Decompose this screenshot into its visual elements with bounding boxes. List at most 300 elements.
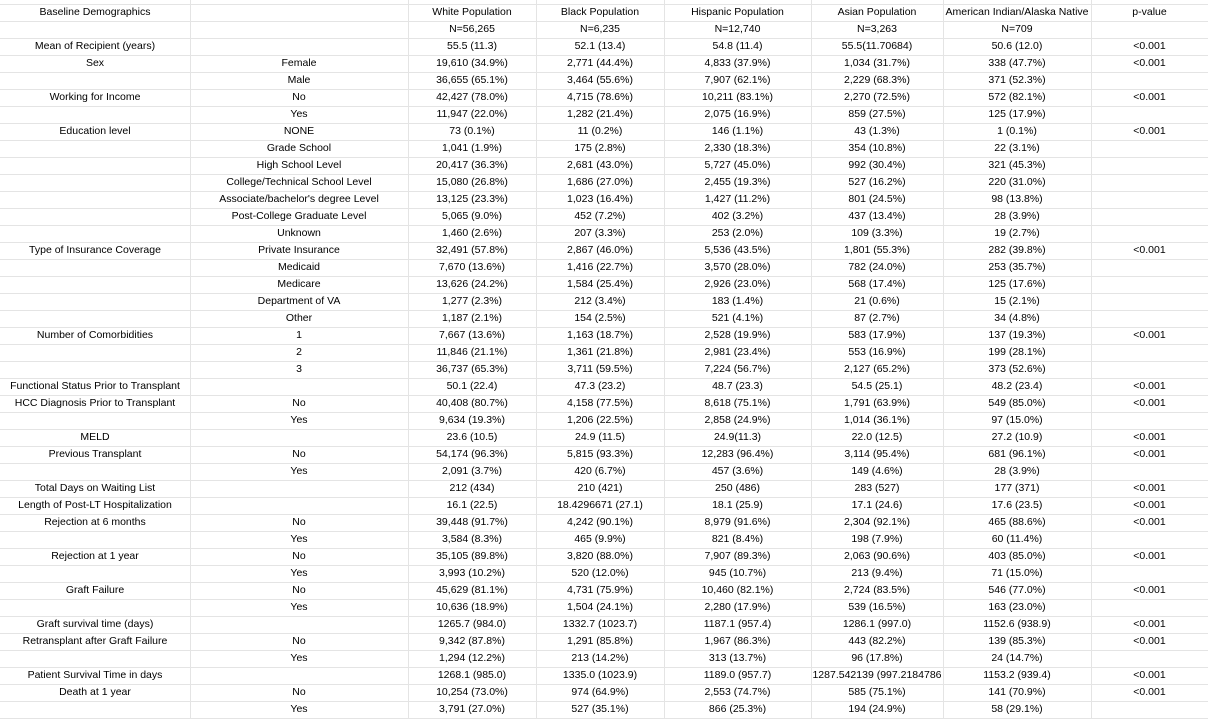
black-cell[interactable]: 527 (35.1%) (571, 703, 629, 715)
aian-cell[interactable]: 50.6 (12.0) (991, 40, 1043, 52)
pvalue-cell[interactable]: <0.001 (1133, 329, 1166, 341)
aian-cell[interactable]: 403 (85.0%) (988, 550, 1046, 562)
aian-cell[interactable]: 177 (371) (994, 482, 1040, 494)
aian-cell[interactable]: 125 (17.9%) (988, 108, 1046, 120)
row-sublabel[interactable]: Grade School (266, 142, 332, 154)
row-sublabel[interactable]: 2 (296, 346, 302, 358)
row-sublabel[interactable]: 1 (296, 329, 302, 341)
hispanic-cell[interactable]: 821 (8.4%) (711, 533, 764, 545)
row-sublabel[interactable]: Yes (290, 533, 308, 545)
aian-cell[interactable]: 28 (3.9%) (994, 465, 1040, 477)
white-cell[interactable]: 13,626 (24.2%) (436, 278, 508, 290)
hispanic-cell[interactable]: 7,907 (89.3%) (704, 550, 771, 562)
aian-cell[interactable]: 97 (15.0%) (991, 414, 1043, 426)
row-label[interactable]: Graft survival time (days) (36, 618, 154, 630)
aian-cell[interactable]: 1 (0.1%) (997, 125, 1037, 137)
row-sublabel[interactable]: No (292, 686, 306, 698)
asian-cell[interactable]: 149 (4.6%) (851, 465, 903, 477)
n-aian[interactable]: N=709 (1001, 23, 1033, 35)
black-cell[interactable]: 4,715 (78.6%) (567, 91, 633, 103)
aian-cell[interactable]: 1152.6 (938.9) (983, 618, 1051, 630)
white-cell[interactable]: 20,417 (36.3%) (436, 159, 508, 171)
pvalue-cell[interactable] (1091, 208, 1208, 225)
black-cell[interactable]: 1,023 (16.4%) (567, 193, 633, 205)
aian-cell[interactable]: 549 (85.0%) (988, 397, 1046, 409)
black-cell[interactable]: 1,584 (25.4%) (567, 278, 633, 290)
hispanic-cell[interactable]: 7,224 (56.7%) (704, 363, 771, 375)
black-cell[interactable]: 52.1 (13.4) (574, 40, 626, 52)
white-cell[interactable]: 54,174 (96.3%) (436, 448, 508, 460)
row-sublabel[interactable]: NONE (283, 125, 315, 137)
n-label[interactable] (0, 21, 190, 38)
row-label[interactable] (0, 412, 190, 429)
pvalue-cell[interactable]: <0.001 (1133, 516, 1166, 528)
row-label[interactable]: Mean of Recipient (years) (34, 40, 156, 52)
hispanic-cell[interactable]: 866 (25.3%) (708, 703, 767, 715)
row-label[interactable]: Type of Insurance Coverage (29, 244, 161, 256)
row-label[interactable] (0, 701, 190, 718)
asian-cell[interactable]: 194 (24.9%) (848, 703, 906, 715)
hispanic-cell[interactable]: 2,858 (24.9%) (704, 414, 771, 426)
aian-cell[interactable]: 71 (15.0%) (991, 567, 1043, 579)
black-cell[interactable]: 2,771 (44.4%) (567, 57, 633, 69)
row-label[interactable]: Total Days on Waiting List (34, 482, 156, 494)
pvalue-cell[interactable]: <0.001 (1133, 57, 1166, 69)
hispanic-cell[interactable]: 4,833 (37.9%) (704, 57, 771, 69)
aian-cell[interactable]: 321 (45.3%) (988, 159, 1046, 171)
asian-cell[interactable]: 55.5(11.70684) (841, 40, 913, 52)
row-label[interactable] (0, 225, 190, 242)
hispanic-cell[interactable]: 5,727 (45.0%) (704, 159, 771, 171)
black-cell[interactable]: 1,163 (18.7%) (567, 329, 633, 341)
row-sublabel[interactable]: Yes (290, 567, 308, 579)
black-cell[interactable]: 974 (64.9%) (571, 686, 629, 698)
row-sublabel[interactable] (190, 497, 408, 514)
hispanic-cell[interactable]: 48.7 (23.3) (712, 380, 763, 392)
white-cell[interactable]: 1,294 (12.2%) (439, 652, 505, 664)
n-hispanic[interactable]: N=12,740 (714, 23, 761, 35)
asian-cell[interactable]: 859 (27.5%) (848, 108, 906, 120)
hispanic-cell[interactable]: 183 (1.4%) (711, 295, 764, 307)
aian-cell[interactable]: 371 (52.3%) (988, 74, 1046, 86)
row-sublabel[interactable] (190, 616, 408, 633)
black-cell[interactable]: 1,416 (22.7%) (567, 261, 633, 273)
black-cell[interactable]: 5,815 (93.3%) (567, 448, 633, 460)
row-sublabel[interactable]: No (292, 397, 306, 409)
black-cell[interactable]: 3,820 (88.0%) (567, 550, 633, 562)
pvalue-cell[interactable] (1091, 701, 1208, 718)
aian-cell[interactable]: 139 (85.3%) (988, 635, 1046, 647)
black-cell[interactable]: 1335.0 (1023.9) (562, 669, 638, 681)
aian-cell[interactable]: 141 (70.9%) (988, 686, 1046, 698)
pvalue-cell[interactable] (1091, 276, 1208, 293)
row-label[interactable]: HCC Diagnosis Prior to Transplant (14, 397, 176, 409)
row-label[interactable]: Rejection at 6 months (44, 516, 146, 528)
hispanic-cell[interactable]: 5,536 (43.5%) (704, 244, 771, 256)
black-cell[interactable]: 2,867 (46.0%) (567, 244, 633, 256)
row-sublabel[interactable]: No (292, 635, 306, 647)
row-sublabel[interactable] (190, 38, 408, 55)
aian-cell[interactable]: 22 (3.1%) (994, 142, 1040, 154)
row-sublabel[interactable]: Unknown (277, 227, 321, 239)
hispanic-cell[interactable]: 2,330 (18.3%) (704, 142, 771, 154)
pvalue-cell[interactable] (1091, 531, 1208, 548)
pvalue-cell[interactable]: <0.001 (1133, 244, 1166, 256)
black-cell[interactable]: 2,681 (43.0%) (567, 159, 633, 171)
aian-cell[interactable]: 125 (17.6%) (988, 278, 1046, 290)
row-sublabel[interactable]: No (292, 516, 306, 528)
hispanic-cell[interactable]: 18.1 (25.9) (712, 499, 763, 511)
asian-cell[interactable]: 2,229 (68.3%) (844, 74, 910, 86)
row-sublabel[interactable]: Yes (290, 108, 308, 120)
aian-cell[interactable]: 681 (96.1%) (988, 448, 1046, 460)
asian-cell[interactable]: 354 (10.8%) (848, 142, 906, 154)
black-cell[interactable]: 175 (2.8%) (574, 142, 626, 154)
aian-cell[interactable]: 34 (4.8%) (994, 312, 1040, 324)
black-cell[interactable]: 24.9 (11.5) (574, 431, 625, 443)
black-cell[interactable]: 452 (7.2%) (574, 210, 626, 222)
row-label[interactable]: Sex (85, 57, 105, 69)
black-cell[interactable]: 4,158 (77.5%) (567, 397, 633, 409)
header-black[interactable]: Black Population (560, 6, 640, 18)
hispanic-cell[interactable]: 146 (1.1%) (711, 125, 764, 137)
pvalue-cell[interactable] (1091, 106, 1208, 123)
white-cell[interactable]: 39,448 (91.7%) (436, 516, 508, 528)
header-label[interactable]: Baseline Demographics (39, 6, 151, 18)
black-cell[interactable]: 1,686 (27.0%) (567, 176, 633, 188)
pvalue-cell[interactable] (1091, 225, 1208, 242)
asian-cell[interactable]: 2,127 (65.2%) (844, 363, 910, 375)
asian-cell[interactable]: 568 (17.4%) (848, 278, 906, 290)
pvalue-cell[interactable]: <0.001 (1133, 550, 1166, 562)
white-cell[interactable]: 5,065 (9.0%) (441, 210, 503, 222)
white-cell[interactable]: 1,460 (2.6%) (441, 227, 503, 239)
pvalue-cell[interactable]: <0.001 (1133, 40, 1166, 52)
aian-cell[interactable]: 546 (77.0%) (988, 584, 1046, 596)
aian-cell[interactable]: 1153.2 (939.4) (983, 669, 1051, 681)
asian-cell[interactable]: 213 (9.4%) (851, 567, 903, 579)
row-sublabel[interactable]: Yes (290, 601, 308, 613)
row-sublabel[interactable]: Yes (290, 465, 308, 477)
aian-cell[interactable]: 338 (47.7%) (988, 57, 1046, 69)
white-cell[interactable]: 3,791 (27.0%) (439, 703, 505, 715)
asian-cell[interactable]: 17.1 (24.6) (851, 499, 903, 511)
white-cell[interactable]: 3,993 (10.2%) (439, 567, 505, 579)
row-label[interactable]: MELD (80, 431, 110, 443)
pvalue-cell[interactable]: <0.001 (1133, 431, 1166, 443)
pvalue-cell[interactable] (1091, 310, 1208, 327)
asian-cell[interactable]: 2,063 (90.6%) (844, 550, 910, 562)
row-sublabel[interactable]: Other (285, 312, 313, 324)
black-cell[interactable]: 212 (3.4%) (574, 295, 626, 307)
black-cell[interactable]: 207 (3.3%) (574, 227, 626, 239)
pvalue-cell[interactable] (1091, 174, 1208, 191)
white-cell[interactable]: 1,277 (2.3%) (441, 295, 503, 307)
row-sublabel[interactable]: College/Technical School Level (226, 176, 372, 188)
aian-cell[interactable]: 19 (2.7%) (994, 227, 1040, 239)
pvalue-cell[interactable]: <0.001 (1133, 482, 1166, 494)
hispanic-cell[interactable]: 2,981 (23.4%) (704, 346, 771, 358)
aian-cell[interactable]: 282 (39.8%) (988, 244, 1046, 256)
white-cell[interactable]: 35,105 (89.8%) (436, 550, 508, 562)
aian-cell[interactable]: 373 (52.6%) (988, 363, 1046, 375)
row-sublabel[interactable]: Private Insurance (258, 244, 340, 256)
row-label[interactable] (0, 72, 190, 89)
hispanic-cell[interactable]: 250 (486) (715, 482, 760, 494)
row-sublabel[interactable] (190, 429, 408, 446)
row-sublabel[interactable]: Yes (290, 703, 308, 715)
row-sublabel[interactable]: Female (281, 57, 317, 69)
hispanic-cell[interactable]: 402 (3.2%) (711, 210, 764, 222)
row-sublabel[interactable]: 3 (296, 363, 302, 375)
black-cell[interactable]: 520 (12.0%) (571, 567, 629, 579)
white-cell[interactable]: 1,187 (2.1%) (441, 312, 503, 324)
row-label[interactable]: Functional Status Prior to Transplant (10, 380, 180, 392)
black-cell[interactable]: 1,504 (24.1%) (567, 601, 633, 613)
white-cell[interactable]: 45,629 (81.1%) (436, 584, 508, 596)
white-cell[interactable]: 11,846 (21.1%) (436, 346, 508, 358)
hispanic-cell[interactable]: 2,455 (19.3%) (704, 176, 771, 188)
n-blank[interactable] (190, 21, 408, 38)
asian-cell[interactable]: 1287.542139 (997.2184786 (812, 669, 942, 681)
aian-cell[interactable]: 15 (2.1%) (994, 295, 1040, 307)
hispanic-cell[interactable]: 24.9(11.3) (713, 431, 762, 443)
row-sublabel[interactable]: Associate/bachelor's degree Level (219, 193, 379, 205)
pvalue-cell[interactable] (1091, 412, 1208, 429)
black-cell[interactable]: 18.4296671 (27.1) (557, 499, 643, 511)
row-label[interactable] (0, 174, 190, 191)
white-cell[interactable]: 40,408 (80.7%) (436, 397, 508, 409)
white-cell[interactable]: 7,667 (13.6%) (439, 329, 505, 341)
aian-cell[interactable]: 163 (23.0%) (988, 601, 1046, 613)
row-sublabel[interactable]: No (292, 550, 306, 562)
aian-cell[interactable]: 572 (82.1%) (988, 91, 1046, 103)
pvalue-cell[interactable] (1091, 259, 1208, 276)
asian-cell[interactable]: 283 (527) (854, 482, 900, 494)
asian-cell[interactable]: 1,801 (55.3%) (844, 244, 910, 256)
asian-cell[interactable]: 2,724 (83.5%) (844, 584, 910, 596)
white-cell[interactable]: 1265.7 (984.0) (437, 618, 507, 630)
asian-cell[interactable]: 1286.1 (997.0) (842, 618, 912, 630)
row-label[interactable] (0, 650, 190, 667)
pvalue-cell[interactable]: <0.001 (1133, 125, 1166, 137)
black-cell[interactable]: 47.3 (23.2) (574, 380, 626, 392)
aian-cell[interactable]: 48.2 (23.4) (991, 380, 1043, 392)
n-white[interactable]: N=56,265 (449, 23, 495, 35)
header-pvalue[interactable]: p-value (1132, 6, 1167, 18)
hispanic-cell[interactable]: 2,926 (23.0%) (704, 278, 771, 290)
row-sublabel[interactable]: Department of VA (257, 295, 341, 307)
n-pvalue[interactable] (1091, 21, 1208, 38)
row-label[interactable] (0, 106, 190, 123)
aian-cell[interactable]: 137 (19.3%) (988, 329, 1046, 341)
row-label[interactable] (0, 361, 190, 378)
black-cell[interactable]: 3,464 (55.6%) (567, 74, 633, 86)
pvalue-cell[interactable] (1091, 650, 1208, 667)
white-cell[interactable]: 55.5 (11.3) (446, 40, 497, 52)
black-cell[interactable]: 1,291 (85.8%) (567, 635, 633, 647)
asian-cell[interactable]: 43 (1.3%) (854, 125, 900, 137)
asian-cell[interactable]: 782 (24.0%) (848, 261, 906, 273)
black-cell[interactable]: 3,711 (59.5%) (567, 363, 633, 375)
aian-cell[interactable]: 60 (11.4%) (991, 533, 1043, 545)
aian-cell[interactable]: 17.6 (23.5) (991, 499, 1043, 511)
asian-cell[interactable]: 198 (7.9%) (851, 533, 903, 545)
white-cell[interactable]: 42,427 (78.0%) (436, 91, 508, 103)
pvalue-cell[interactable] (1091, 157, 1208, 174)
pvalue-cell[interactable]: <0.001 (1133, 618, 1166, 630)
pvalue-cell[interactable] (1091, 565, 1208, 582)
black-cell[interactable]: 1,361 (21.8%) (567, 346, 633, 358)
asian-cell[interactable]: 2,270 (72.5%) (844, 91, 910, 103)
hispanic-cell[interactable]: 1189.0 (957.7) (703, 669, 772, 681)
row-label[interactable] (0, 208, 190, 225)
white-cell[interactable]: 7,670 (13.6%) (439, 261, 505, 273)
asian-cell[interactable]: 96 (17.8%) (851, 652, 903, 664)
pvalue-cell[interactable]: <0.001 (1133, 91, 1166, 103)
pvalue-cell[interactable]: <0.001 (1133, 584, 1166, 596)
black-cell[interactable]: 154 (2.5%) (574, 312, 626, 324)
asian-cell[interactable]: 527 (16.2%) (848, 176, 906, 188)
white-cell[interactable]: 23.6 (10.5) (446, 431, 498, 443)
white-cell[interactable]: 3,584 (8.3%) (441, 533, 503, 545)
aian-cell[interactable]: 27.2 (10.9) (991, 431, 1043, 443)
hispanic-cell[interactable]: 8,618 (75.1%) (704, 397, 771, 409)
row-label[interactable] (0, 344, 190, 361)
header-asian[interactable]: Asian Population (837, 6, 917, 18)
pvalue-cell[interactable]: <0.001 (1133, 686, 1166, 698)
asian-cell[interactable]: 585 (75.1%) (848, 686, 906, 698)
white-cell[interactable]: 73 (0.1%) (449, 125, 495, 137)
asian-cell[interactable]: 109 (3.3%) (851, 227, 903, 239)
pvalue-cell[interactable] (1091, 361, 1208, 378)
hispanic-cell[interactable]: 457 (3.6%) (711, 465, 764, 477)
white-cell[interactable]: 32,491 (57.8%) (436, 244, 508, 256)
aian-cell[interactable]: 98 (13.8%) (991, 193, 1043, 205)
row-label[interactable]: Retransplant after Graft Failure (22, 635, 168, 647)
aian-cell[interactable]: 253 (35.7%) (988, 261, 1046, 273)
hispanic-cell[interactable]: 7,907 (62.1%) (704, 74, 771, 86)
row-label[interactable]: Length of Post-LT Hospitalization (18, 499, 172, 511)
row-label[interactable]: Previous Transplant (48, 448, 142, 460)
asian-cell[interactable]: 3,114 (95.4%) (844, 448, 910, 460)
hispanic-cell[interactable]: 10,211 (83.1%) (701, 91, 774, 103)
hispanic-cell[interactable]: 2,075 (16.9%) (704, 108, 771, 120)
row-label[interactable] (0, 599, 190, 616)
row-sublabel[interactable] (190, 378, 408, 395)
row-label[interactable] (0, 276, 190, 293)
asian-cell[interactable]: 437 (13.4%) (848, 210, 906, 222)
row-label[interactable] (0, 293, 190, 310)
hispanic-cell[interactable]: 12,283 (96.4%) (701, 448, 774, 460)
row-sublabel[interactable] (190, 480, 408, 497)
row-label[interactable]: Working for Income (49, 91, 141, 103)
white-cell[interactable]: 212 (434) (449, 482, 495, 494)
black-cell[interactable]: 420 (6.7%) (574, 465, 626, 477)
white-cell[interactable]: 16.1 (22.5) (446, 499, 498, 511)
asian-cell[interactable]: 87 (2.7%) (854, 312, 900, 324)
n-asian[interactable]: N=3,263 (857, 23, 897, 35)
pvalue-cell[interactable] (1091, 599, 1208, 616)
asian-cell[interactable]: 2,304 (92.1%) (844, 516, 910, 528)
row-sublabel[interactable]: Post-College Graduate Level (231, 210, 367, 222)
hispanic-cell[interactable]: 1187.1 (957.4) (703, 618, 772, 630)
header-blank[interactable] (190, 4, 408, 21)
black-cell[interactable]: 1,282 (21.4%) (567, 108, 633, 120)
row-sublabel[interactable]: High School Level (256, 159, 342, 171)
black-cell[interactable]: 210 (421) (577, 482, 623, 494)
aian-cell[interactable]: 24 (14.7%) (991, 652, 1043, 664)
row-label[interactable]: Patient Survival Time in days (27, 669, 163, 681)
aian-cell[interactable]: 28 (3.9%) (994, 210, 1040, 222)
row-sublabel[interactable]: No (292, 448, 306, 460)
pvalue-cell[interactable] (1091, 140, 1208, 157)
pvalue-cell[interactable]: <0.001 (1133, 448, 1166, 460)
pvalue-cell[interactable] (1091, 463, 1208, 480)
pvalue-cell[interactable] (1091, 293, 1208, 310)
n-black[interactable]: N=6,235 (580, 23, 620, 35)
hispanic-cell[interactable]: 8,979 (91.6%) (704, 516, 771, 528)
aian-cell[interactable]: 465 (88.6%) (988, 516, 1046, 528)
asian-cell[interactable]: 539 (16.5%) (848, 601, 906, 613)
asian-cell[interactable]: 992 (30.4%) (848, 159, 906, 171)
white-cell[interactable]: 2,091 (3.7%) (441, 465, 503, 477)
header-hispanic[interactable]: Hispanic Population (691, 6, 784, 18)
row-sublabel[interactable]: Yes (290, 652, 308, 664)
row-label[interactable] (0, 531, 190, 548)
white-cell[interactable]: 50.1 (22.4) (446, 380, 498, 392)
white-cell[interactable]: 13,125 (23.3%) (436, 193, 508, 205)
black-cell[interactable]: 465 (9.9%) (574, 533, 626, 545)
asian-cell[interactable]: 21 (0.6%) (854, 295, 900, 307)
aian-cell[interactable]: 199 (28.1%) (988, 346, 1046, 358)
hispanic-cell[interactable]: 313 (13.7%) (708, 652, 767, 664)
row-label[interactable]: Education level (59, 125, 131, 137)
row-label[interactable] (0, 463, 190, 480)
white-cell[interactable]: 15,080 (26.8%) (436, 176, 508, 188)
hispanic-cell[interactable]: 253 (2.0%) (711, 227, 764, 239)
row-label[interactable]: Number of Comorbidities (36, 329, 154, 341)
asian-cell[interactable]: 801 (24.5%) (848, 193, 906, 205)
aian-cell[interactable]: 58 (29.1%) (991, 703, 1043, 715)
hispanic-cell[interactable]: 1,427 (11.2%) (704, 193, 771, 205)
white-cell[interactable]: 19,610 (34.9%) (436, 57, 508, 69)
asian-cell[interactable]: 583 (17.9%) (848, 329, 906, 341)
pvalue-cell[interactable]: <0.001 (1133, 669, 1166, 681)
row-label[interactable] (0, 259, 190, 276)
row-label[interactable]: Graft Failure (65, 584, 125, 596)
row-label[interactable] (0, 310, 190, 327)
hispanic-cell[interactable]: 2,553 (74.7%) (704, 686, 771, 698)
pvalue-cell[interactable] (1091, 72, 1208, 89)
hispanic-cell[interactable]: 521 (4.1%) (711, 312, 764, 324)
asian-cell[interactable]: 54.5 (25.1) (851, 380, 903, 392)
black-cell[interactable]: 1,206 (22.5%) (567, 414, 633, 426)
pvalue-cell[interactable]: <0.001 (1133, 499, 1166, 511)
row-label[interactable] (0, 565, 190, 582)
row-sublabel[interactable]: Medicaid (277, 261, 321, 273)
pvalue-cell[interactable]: <0.001 (1133, 380, 1166, 392)
header-aian[interactable]: American Indian/Alaska Native (945, 6, 1089, 18)
pvalue-cell[interactable]: <0.001 (1133, 397, 1166, 409)
row-sublabel[interactable]: No (292, 91, 306, 103)
white-cell[interactable]: 9,634 (19.3%) (439, 414, 505, 426)
asian-cell[interactable]: 1,034 (31.7%) (844, 57, 910, 69)
row-label[interactable] (0, 140, 190, 157)
asian-cell[interactable]: 22.0 (12.5) (851, 431, 903, 443)
asian-cell[interactable]: 1,014 (36.1%) (844, 414, 910, 426)
asian-cell[interactable]: 443 (82.2%) (848, 635, 906, 647)
